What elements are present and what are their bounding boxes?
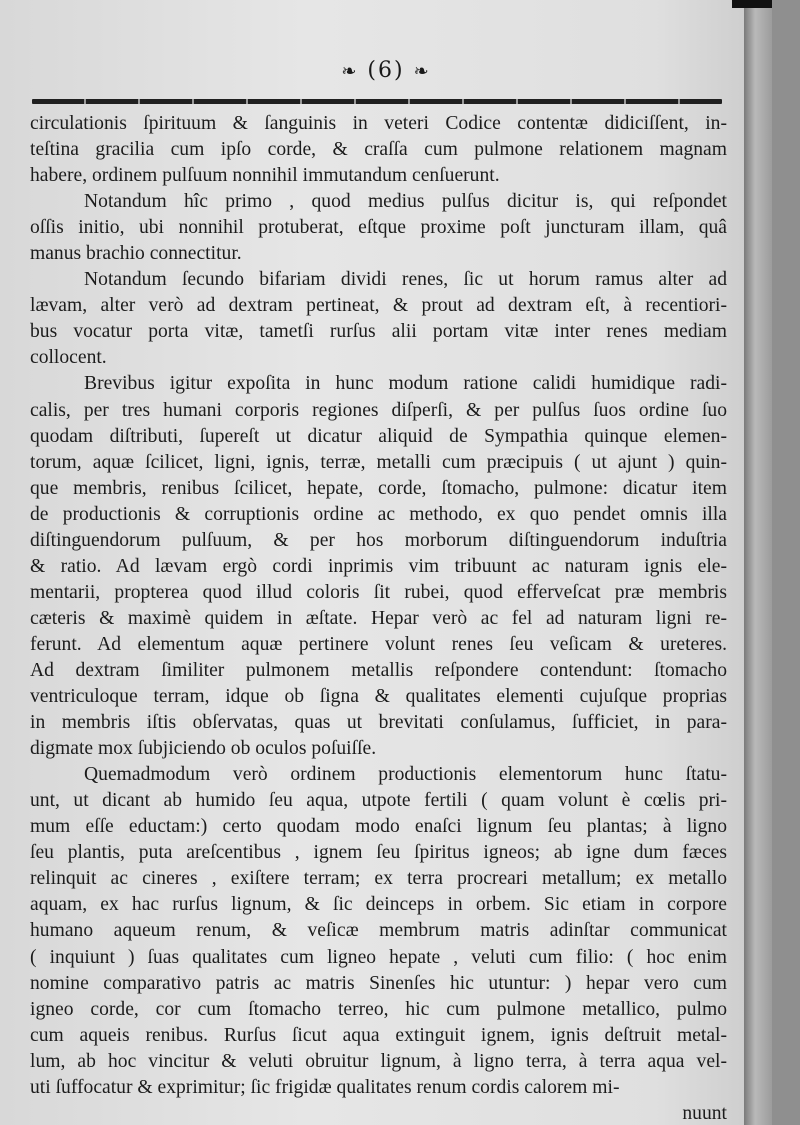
text-line: Quemadmodum verò ordinem productionis elementorum hunc ſtatu- [84,764,727,786]
text-line: & ratio. Ad lævam ergò cordi inprimis vim tribuunt ac naturam ignis ele- [30,555,727,577]
text-line: mentarii, propterea quod illud coloris ſit rubei, quod efferveſcat præ membris [30,581,727,603]
text-line: manus brachio connectitur. [30,243,242,265]
paragraph [30,267,727,371]
text-line: ventriculoque terram, idque ob ſigna & qualitates elementi cujuſque proprias [30,686,727,708]
text-line: nomine comparativo patris ac matris Sinenſes hic utuntur: ) hepar vero cum [30,972,727,994]
text-line: quodam diſtributi, ſupereſt ut dicatur aliquid de Sympathia quinque elemen- [30,425,727,447]
text-line: mum eſſe eductam:) certo quodam modo enaſci lignum ſeu plantas; à ligno [30,816,727,838]
page-edge [744,0,772,1125]
text-line: cum aqueis renibus. Rurſus ſicut aqua extinguit ignem, ignis deſtruit metal- [30,1024,727,1046]
text-line: calis, per tres humani corporis regiones diſperſi, & per pulſus ſuos ordine ſuo [30,399,727,421]
body-text [30,111,727,1125]
text-line: torum, aquæ ſcilicet, ligni, ignis, terræ, metalli cum præcipuis ( ut ajunt ) quin- [30,451,727,473]
paragraph [30,189,727,267]
text-line: teſtina gracilia cum ipſo corde, & craſſa cum pulmone relationem magnam [30,139,727,161]
text-line: collocent. [30,347,107,369]
text-line: diſtinguendorum pulſuum, & per hos morborum diſtinguendorum induſtria [30,529,727,551]
paragraph [30,371,727,762]
text-line: que membris, renibus ſcilicet, hepate, corde, ſtomacho, pulmone: dicatur item [30,477,727,499]
text-line: aquam, ex hac rurſus lignum, & ſic deinceps in orbem. Sic etiam in corpore [30,894,727,916]
text-line: cæteris & maximè quidem in æſtate. Hepar verò ac fel ad naturam ligni re- [30,607,727,629]
text-line: igneo corde, cor cum ſtomacho terreo, hic cum pulmone metallico, pulmo [30,998,727,1020]
text-line: humano aqueum renum, & veſicæ membrum matris adinſtar communicat [30,920,727,942]
page-edge-corner [732,0,772,8]
page-header [0,58,772,83]
header-rule [32,99,722,104]
text-line: circulationis ſpirituum & ſanguinis in veteri Codice contentæ didiciſſent, in- [30,113,727,134]
text-line: digmate mox ſubjiciendo ob oculos poſuiſſe. [30,738,377,760]
text-line: habere, ordinem pulſuum nonnihil immutandum cenſuerunt. [30,165,500,187]
text-line: Brevibus igitur expoſita in hunc modum ratione calidi humidique radi- [84,373,727,395]
text-line: de productionis & corruptionis ordine ac methodo, ex quo pendet omnis illa [30,503,727,525]
text-line: lævam, alter verò ad dextram pertineat, & prout ad dextram eſt, à recentiori- [30,295,727,317]
text-line: ( inquiunt ) ſuas qualitates cum ligneo hepate , veluti cum filio: ( hoc enim [30,946,727,968]
text-line: ſeu plantis, puta areſcentibus , ignem ſeu ſpiritus igneos; ab igne dum fæces [30,842,727,864]
text-line: in membris iſtis obſervatas, quas ut brevitati conſulamus, ſufficiet, in para- [30,712,727,734]
page-number: (6) [367,58,405,83]
text-line: unt, ut dicant ab humido ſeu aqua, utpote fertili ( quam volunt è cœlis pri- [30,790,727,812]
text-line: oſſis initio, ubi nonnihil protuberat, eſtque proxime poſt juncturam illam, quâ [30,217,727,239]
text-line: lum, ab hoc vincitur & veluti obruitur lignum, à ligno terra, à terra aqua vel- [30,1050,727,1072]
paragraph [30,762,727,1101]
text-line: Notandum hîc primo , quod medius pulſus dicitur is, qui reſpondet [84,191,727,213]
text-line: Ad dextram ſimiliter pulmonem metallis reſpondere contendunt: ſtomacho [30,659,727,681]
text-line: ferunt. Ad elementum aquæ pertinere volunt renes ſeu veſicam & ureteres. [30,633,727,655]
left-ornament-icon: ❧ [341,60,359,82]
text-line: Notandum ſecundo bifariam dividi renes, ſic ut horum ramus alter ad [84,269,727,291]
text-line: uti ſuffocatur & exprimitur; ſic frigidæ qualitates renum cordis calorem mi- [30,1076,620,1098]
text-line: relinquit ac cineres , exiſtere terram; ex terra procreari metallum; ex metallo [30,868,727,890]
catchword: nuunt [682,1102,727,1124]
right-ornament-icon: ❧ [413,60,431,82]
text-line: bus vocatur porta vitæ, tametſi rurſus alii portam vitæ inter renes mediam [30,321,727,343]
paragraph [30,111,727,189]
